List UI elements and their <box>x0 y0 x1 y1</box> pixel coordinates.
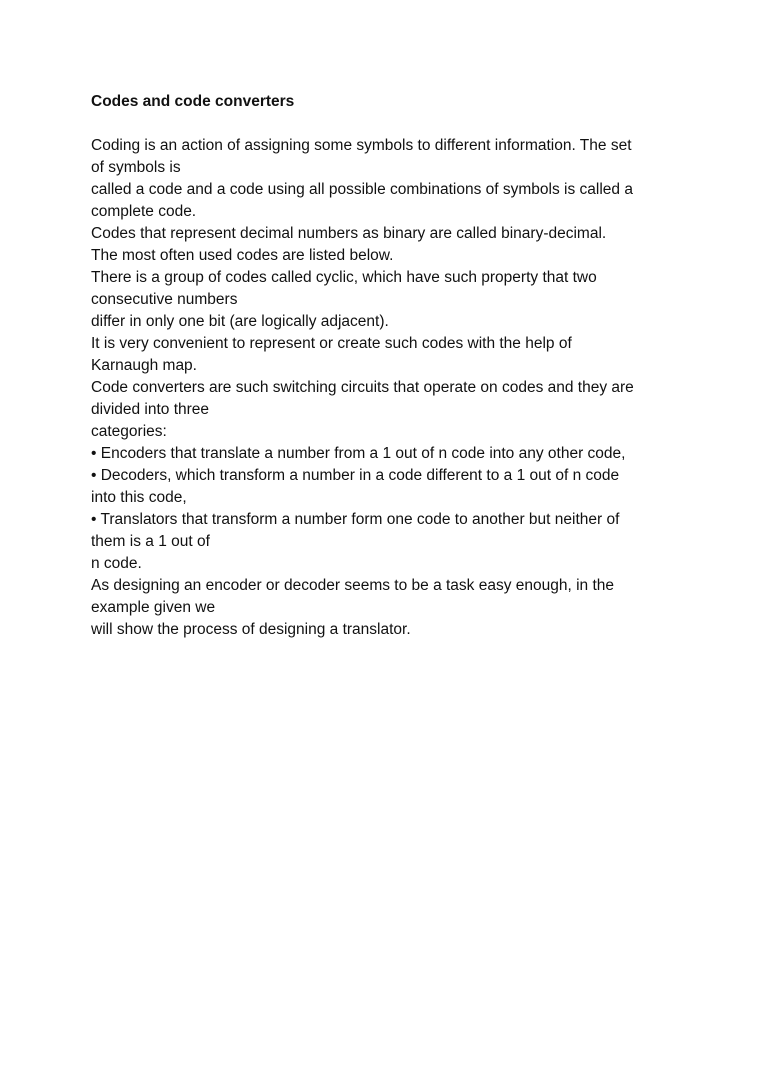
text-line: differ in only one bit (are logically adjacent). <box>91 313 389 330</box>
document-content <box>91 91 681 641</box>
text-line: divided into three <box>91 401 210 418</box>
bullet-line: • Decoders, which transform a number in a code different to a 1 out of n code <box>91 467 620 484</box>
text-line: The most often used codes are listed below. <box>91 247 394 264</box>
text-line: them is a 1 out of <box>91 533 210 550</box>
text-line: will show the process of designing a translator. <box>91 621 411 638</box>
text-line: called a code and a code using all possible combinations of symbols is called a <box>91 181 633 198</box>
text-line: Coding is an action of assigning some symbols to different information. The set <box>91 137 632 154</box>
text-line: complete code. <box>91 203 197 220</box>
text-line: Code converters are such switching circuits that operate on codes and they are <box>91 379 634 396</box>
document-body <box>91 135 681 641</box>
text-line: It is very convenient to represent or create such codes with the help of <box>91 335 572 352</box>
text-line: example given we <box>91 599 216 616</box>
text-line: As designing an encoder or decoder seems to be a task easy enough, in the <box>91 577 615 594</box>
text-line: consecutive numbers <box>91 291 238 308</box>
bullet-line: • Translators that transform a number form one code to another but neither of <box>91 511 620 528</box>
text-line: categories: <box>91 423 167 440</box>
text-line: There is a group of codes called cyclic, which have such property that two <box>91 269 597 286</box>
text-line: into this code, <box>91 489 187 506</box>
text-line: Codes that represent decimal numbers as binary are called binary-decimal. <box>91 225 607 242</box>
document-title: Codes and code converters <box>91 93 295 110</box>
text-line: of symbols is <box>91 159 181 176</box>
text-line: n code. <box>91 555 142 572</box>
text-line: Karnaugh map. <box>91 357 197 374</box>
bullet-line: • Encoders that translate a number from a 1 out of n code into any other code, <box>91 445 626 462</box>
